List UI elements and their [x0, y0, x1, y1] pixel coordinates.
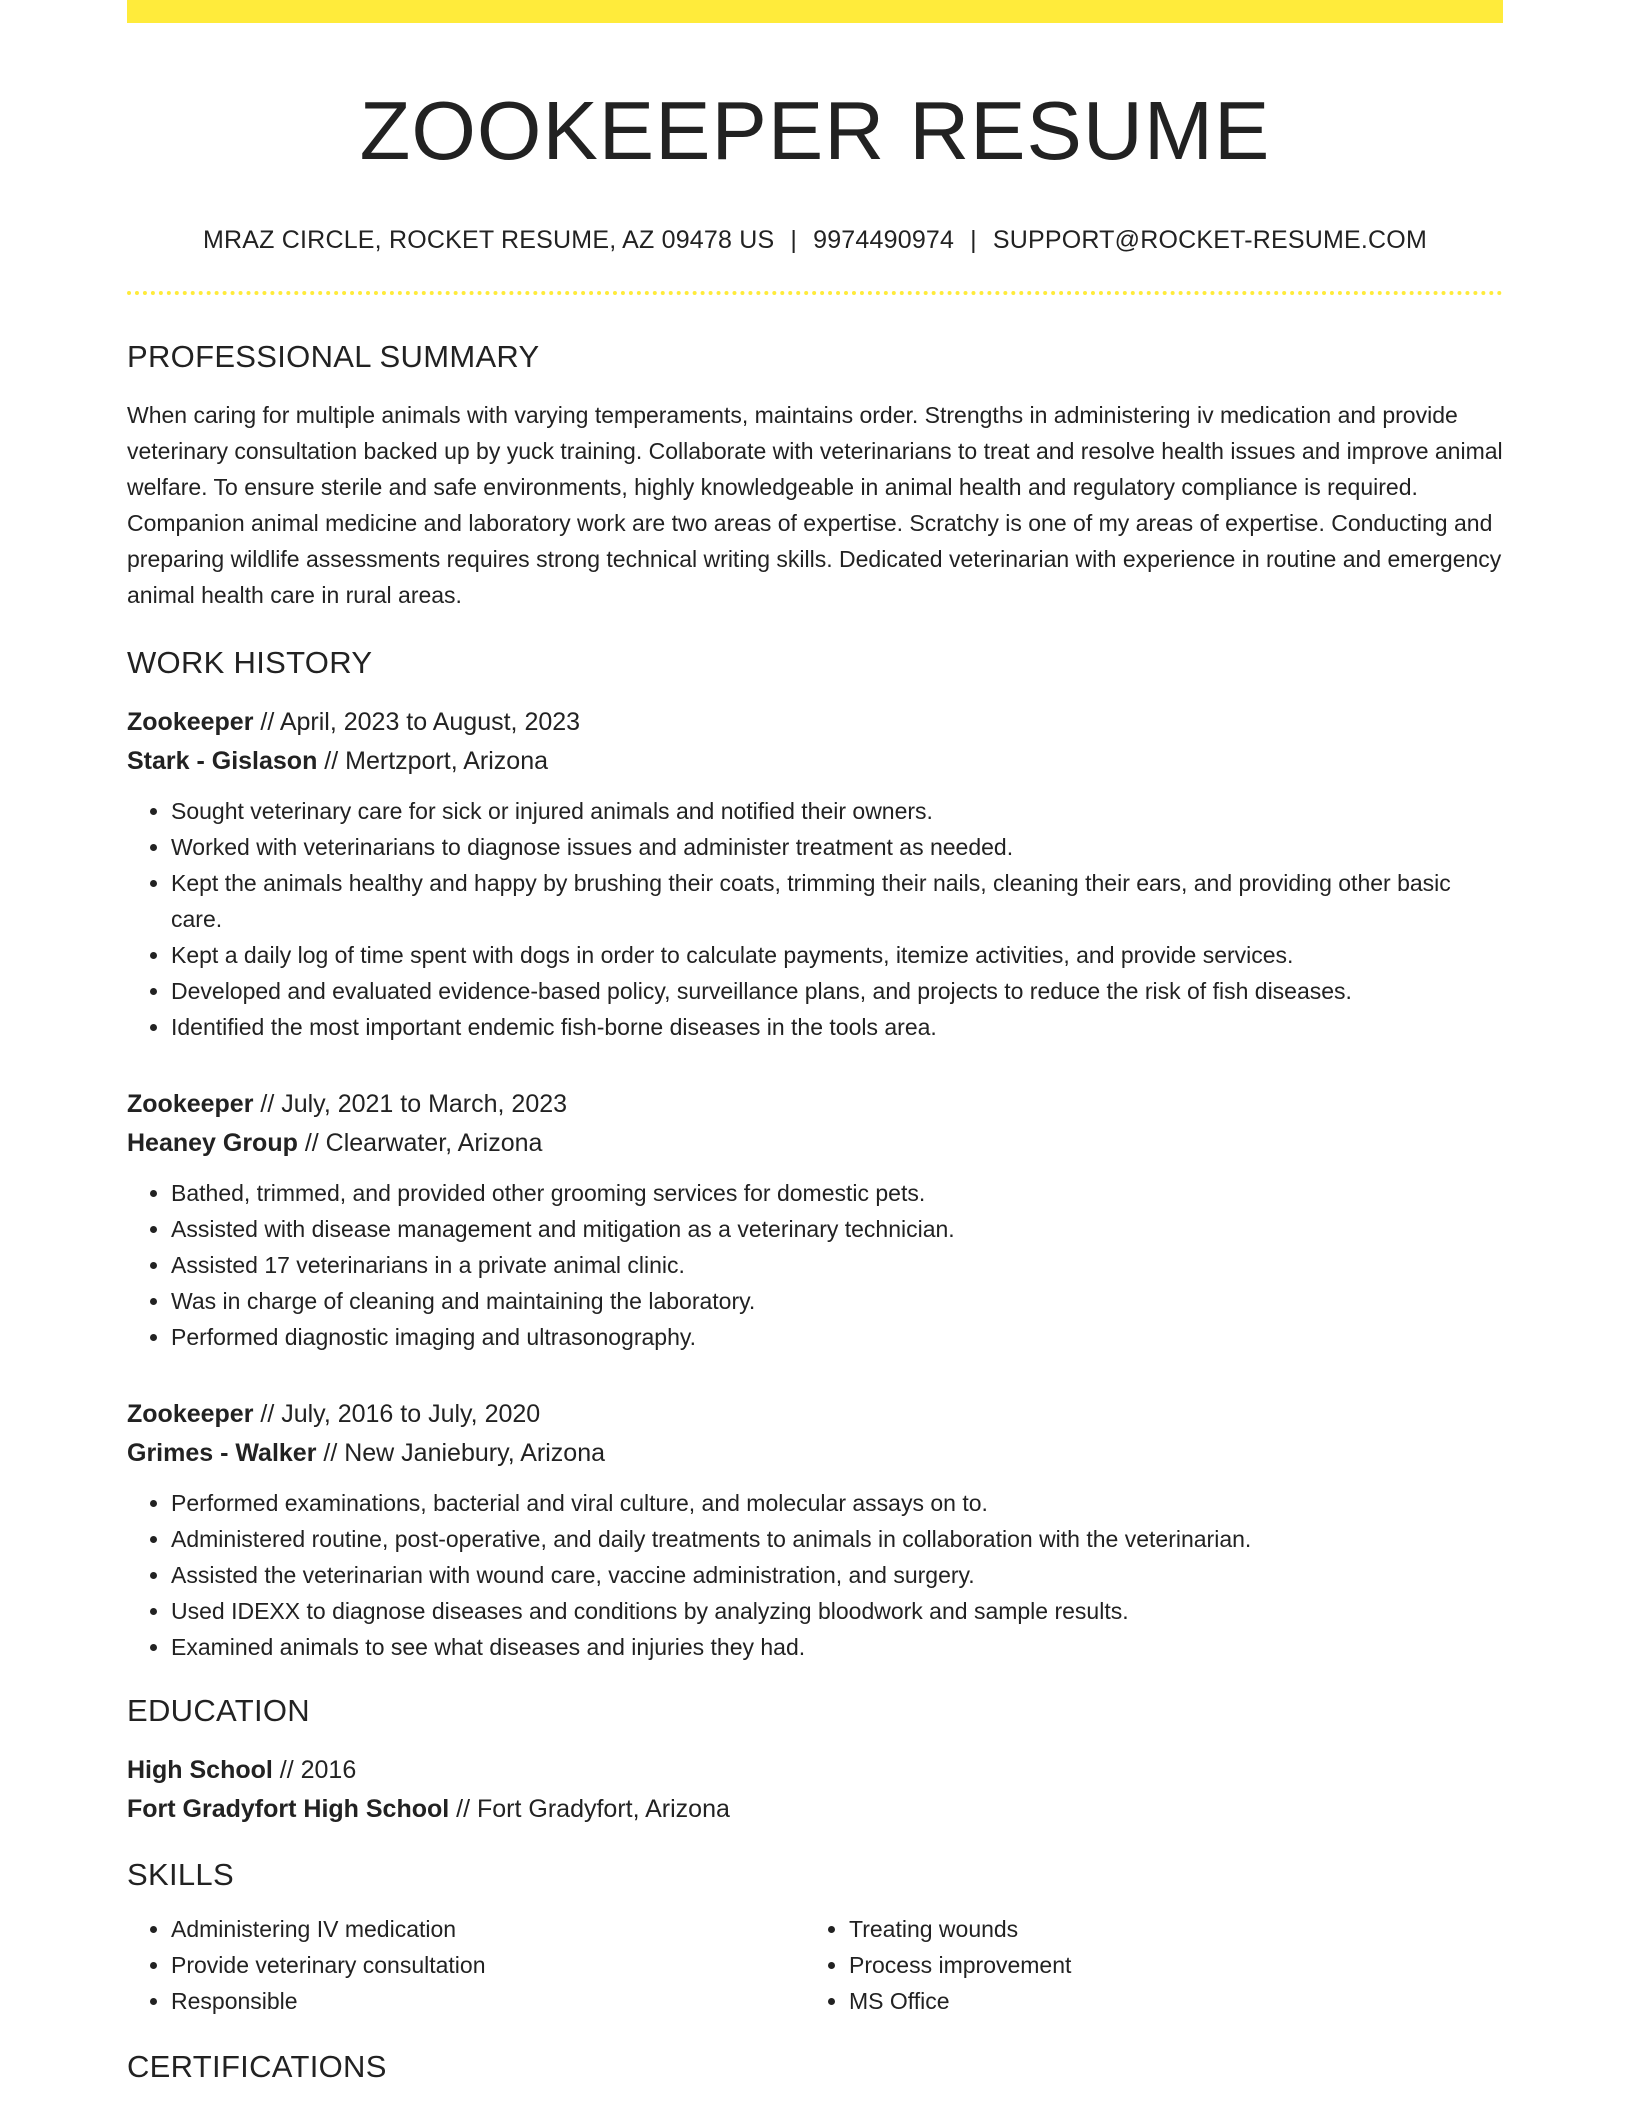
work-history-heading: WORK HISTORY [127, 645, 373, 681]
skill-item: • Process improvement [849, 1947, 1483, 1983]
job-dates: // April, 2023 to August, 2023 [253, 708, 581, 737]
job-bullet: • Assisted with disease management and mitigation as a veterinary technician. [171, 1211, 1503, 1247]
education-school-line [127, 1790, 1503, 1829]
job-company: Grimes - Walker [127, 1439, 317, 1468]
job-company-line [127, 1124, 1503, 1163]
skills-column-right [805, 1911, 1483, 2019]
job-bullet: • Used IDEXX to diagnose diseases and conditions by analyzing bloodwork and sample results. [171, 1593, 1503, 1629]
contact-separator: | [790, 226, 798, 255]
summary-text: When caring for multiple animals with varying temperaments, maintains order. Strengths in administering iv medication and provide veterinary consultation backed up by yuck training. Collaborate with veterinarians to treat and resolve health issues and improve animal welfare. To ensure sterile and safe environments, highly knowledgeable in animal health and regulatory compliance is required. Companion animal medicine and laboratory work are two areas of expertise. Scratchy is one of my areas of expertise. Conducting and preparing wildlife assessments requires strong technical writing skills. Dedicated veterinarian with experience in routine and emergency animal health care in rural areas. [127, 402, 1503, 609]
education-degree: High School [127, 1756, 273, 1785]
skills-column-left [127, 1911, 805, 2019]
job-bullet: • Identified the most important endemic fish-borne diseases in the tools area. [171, 1009, 1503, 1045]
job-bullet: • Assisted 17 veterinarians in a private animal clinic. [171, 1247, 1503, 1283]
resume-title: ZOOKEEPER RESUME [359, 84, 1271, 177]
job-bullet: • Bathed, trimmed, and provided other grooming services for domestic pets. [171, 1175, 1503, 1211]
resume-page [127, 0, 1503, 2085]
education-location: // Fort Gradyfort, Arizona [449, 1795, 730, 1824]
skill-item: • Responsible [171, 1983, 805, 2019]
job-company-line [127, 742, 1503, 781]
job-bullet: • Examined animals to see what diseases and injuries they had. [171, 1629, 1503, 1665]
job-entry [127, 1085, 1503, 1355]
job-location: // New Janiebury, Arizona [316, 1439, 605, 1468]
job-bullet: • Sought veterinary care for sick or injured animals and notified their owners. [171, 793, 1503, 829]
job-bullets [127, 1175, 1503, 1355]
job-bullet: • Performed diagnostic imaging and ultrasonography. [171, 1319, 1503, 1355]
job-bullet: • Performed examinations, bacterial and viral culture, and molecular assays on to. [171, 1485, 1503, 1521]
job-location: // Mertzport, Arizona [317, 747, 548, 776]
job-position: Zookeeper [127, 1400, 254, 1429]
job-entry [127, 1395, 1503, 1665]
job-company: Heaney Group [127, 1129, 298, 1158]
education-degree-line [127, 1751, 1503, 1790]
job-bullet: • Developed and evaluated evidence-based policy, surveillance plans, and projects to reduce the risk of fish diseases. [171, 973, 1503, 1009]
skill-item: • MS Office [849, 1983, 1483, 2019]
contact-separator: | [970, 226, 977, 255]
job-position: Zookeeper [127, 708, 254, 737]
top-accent-bar [127, 0, 1503, 23]
job-bullets [127, 793, 1503, 1045]
job-bullet: • Was in charge of cleaning and maintaining the laboratory. [171, 1283, 1503, 1319]
job-entry [127, 703, 1503, 1045]
job-location: // Clearwater, Arizona [297, 1129, 543, 1158]
contact-phone: 9974490974 [813, 226, 955, 255]
job-company-line [127, 1434, 1503, 1473]
certifications-heading: CERTIFICATIONS [127, 2049, 387, 2085]
job-bullet: • Kept a daily log of time spent with dogs in order to calculate payments, itemize activities, and provide services. [171, 937, 1503, 973]
contact-line [127, 226, 1503, 255]
job-title-line [127, 1085, 1503, 1124]
skill-item: • Treating wounds [849, 1911, 1483, 1947]
job-bullet: • Administered routine, post-operative, and daily treatments to animals in collaboration with the veterinarian. [171, 1521, 1503, 1557]
job-dates: // July, 2021 to March, 2023 [253, 1090, 568, 1119]
skill-item: • Administering IV medication [171, 1911, 805, 1947]
job-bullet: • Assisted the veterinarian with wound care, vaccine administration, and surgery. [171, 1557, 1503, 1593]
job-bullets [127, 1485, 1503, 1665]
job-title-line [127, 703, 1503, 742]
job-bullet: • Kept the animals healthy and happy by brushing their coats, trimming their nails, cleaning their ears, and providing other basic care. [171, 865, 1503, 937]
contact-email: SUPPORT@ROCKET-RESUME.COM [992, 226, 1427, 255]
job-position: Zookeeper [127, 1090, 254, 1119]
skills-grid [127, 1911, 1503, 2019]
job-title-line [127, 1395, 1503, 1434]
contact-address: MRAZ CIRCLE, ROCKET RESUME, AZ 09478 US [203, 226, 775, 255]
skills-heading: SKILLS [127, 1857, 234, 1893]
dotted-divider [127, 291, 1503, 295]
summary-heading: PROFESSIONAL SUMMARY [127, 339, 540, 375]
job-bullet: • Worked with veterinarians to diagnose issues and administer treatment as needed. [171, 829, 1503, 865]
skill-item: • Provide veterinary consultation [171, 1947, 805, 1983]
job-company: Stark - Gislason [127, 747, 318, 776]
education-entry [127, 1751, 1503, 1829]
education-year: // 2016 [272, 1756, 357, 1785]
education-heading: EDUCATION [127, 1693, 310, 1729]
education-school: Fort Gradyfort High School [127, 1795, 450, 1824]
job-dates: // July, 2016 to July, 2020 [253, 1400, 541, 1429]
